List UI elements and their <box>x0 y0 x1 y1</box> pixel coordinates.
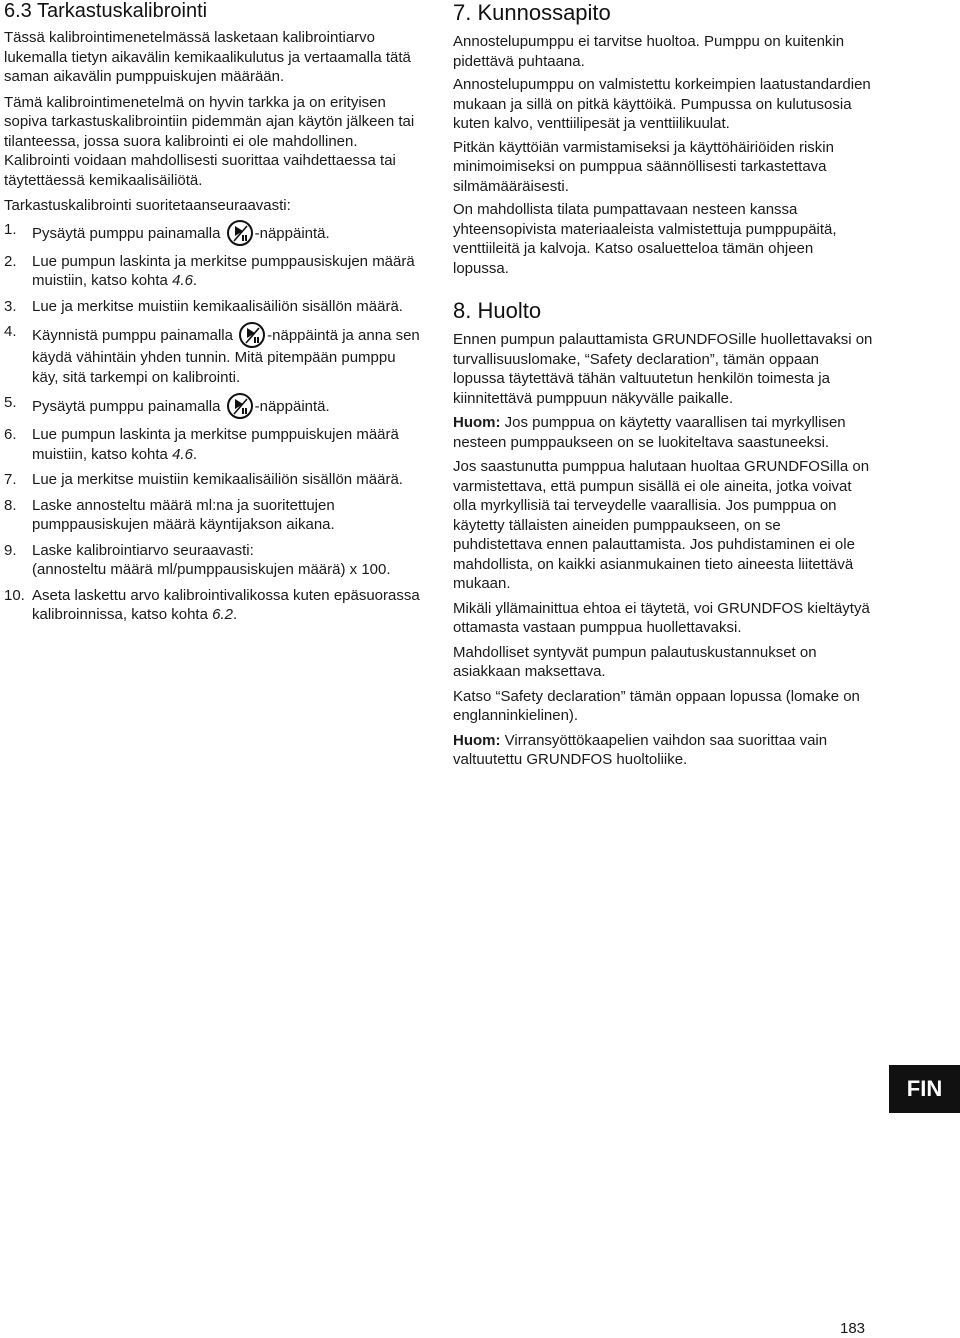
play-pause-button-icon <box>227 220 253 246</box>
list-item: 1. Pysäytä pumppu painamalla -näppäintä. <box>4 220 426 246</box>
left-column <box>4 0 426 631</box>
service-paragraph-1: Ennen pumpun palauttamista GRUNDFOSille huollettavaksi on turvallisuuslomake, “Safety declaration”, tämän oppaan lopussa täytettävä tähän valtuutetun henkilön toimesta ja kiinnitettävä pumppuun näkyvälle paikalle. <box>453 331 873 407</box>
list-item: 10. Aseta laskettu arvo kalibrointivalikossa kuten epäsuorassa kalibroinnissa, katso kohta 6.2. <box>4 586 420 623</box>
service-paragraph-3: Jos saastunutta pumppua halutaan huoltaa GRUNDFOSilla on varmistettava, että pumpun sisällä ei ole aineita, jotka voivat olla myrkyllisiä tai terveydelle vaarallisia. Jos pumppua on käytetty tällaisten aineiden pumppaukseen, on se puhdistettava ennen palauttamista. Jos puhdistaminen ei ole mahdollista, on kaikki asianmukainen tieto aineesta liitettävä mukaan. <box>453 458 870 592</box>
list-item: 3. Lue ja merkitse muistiin kemikaalisäiliön sisällön määrä. <box>4 297 403 315</box>
procedure-intro: Tarkastuskalibrointi suoritetaanseuraavasti: <box>4 197 291 214</box>
service-note-1: Huom: Jos pumppua on käytetty vaarallisen tai myrkyllisen nesteen pumppaukseen on se luokiteltava saastuneeksi. <box>453 414 846 451</box>
maintenance-paragraph-4: On mahdollista tilata pumpattavaan nesteen kanssa yhteensopivista materiaaleista valmistettuja pumppupäitä, venttiileitä ja kalvoja. Katso osaluetteloa tämän ohjeen lopussa. <box>453 201 837 277</box>
list-item: 5. Pysäytä pumppu painamalla -näppäintä. <box>4 393 426 419</box>
steps-list <box>4 220 426 625</box>
service-paragraph-6: Katso “Safety declaration” tämän oppaan lopussa (lomake on englanninkielinen). <box>453 687 860 724</box>
language-tab: FIN <box>889 1065 960 1113</box>
right-column <box>453 0 873 770</box>
list-item: 7. Lue ja merkitse muistiin kemikaalisäiliön sisällön määrä. <box>4 471 403 488</box>
maintenance-paragraph-3: Pitkän käyttöiän varmistamiseksi ja käyttöhäiriöiden riskin minimoimiseksi on pumppua säännöllisesti tarkastettava silmämääräisesti. <box>453 138 834 195</box>
method-paragraph: Tämä kalibrointimenetelmä on hyvin tarkka ja on erityisen sopiva tarkastuskalibrointiin pidemmän ajan käytön jälkeen tai tilanteessa, jossa suora kalibrointi ei ole mahdollinen. Kalibrointi voidaan mahdollisesti suorittaa vaihdettaessa tai täytettäessä kemikaalisäiliötä. <box>4 93 415 189</box>
section-heading-7: 7. Kunnossapito <box>453 0 611 25</box>
list-item: 8. Laske annosteltu määrä ml:na ja suoritettujen pumppausiskujen määrä käyntijakson aikana. <box>4 496 335 533</box>
service-paragraph-5: Mahdolliset syntyvät pumpun palautuskustannukset on asiakkaan maksettava. <box>453 643 817 680</box>
section-heading-8: 8. Huolto <box>453 298 542 323</box>
play-pause-button-icon <box>239 322 265 348</box>
list-item: 6. Lue pumpun laskinta ja merkitse pumppuiskujen määrä muistiin, katso kohta 4.6. <box>4 426 399 463</box>
service-paragraph-4: Mikäli yllämainittua ehtoa ei täytetä, voi GRUNDFOS kieltäytyä ottamasta vastaan pumppua huollettavaksi. <box>453 599 870 636</box>
list-item: 2. Lue pumpun laskinta ja merkitse pumppausiskujen määrä muistiin, katso kohta 4.6. <box>4 252 415 289</box>
page-number: 183 <box>840 1320 866 1337</box>
play-pause-button-icon <box>227 393 253 419</box>
list-item: 4. Käynnistä pumppu painamalla -näppäintä ja anna sen käydä vähintäin yhden tunnin. Mitä pitempään pumppu käy, sitä tarkempi on kalibrointi. <box>4 323 420 386</box>
list-item: 9. Laske kalibrointiarvo seuraavasti: (annosteltu määrä ml/pumppausiskujen määrä) x 100. <box>4 541 391 578</box>
maintenance-paragraph-1: Annostelupumppu ei tarvitse huoltoa. Pumppu on kuitenkin pidettävä puhtaana. <box>453 33 845 70</box>
service-note-2: Huom: Virransyöttökaapelien vaihdon saa suorittaa vain valtuutettu GRUNDFOS huoltoliike. <box>453 731 828 768</box>
intro-paragraph: Tässä kalibrointimenetelmässä lasketaan kalibrointiarvo lukemalla tietyn aikavälin kemikaalikulutus ja vertaamalla tätä saman aikavälin pumppuiskujen määrään. <box>4 29 411 85</box>
maintenance-paragraph-2: Annostelupumppu on valmistettu korkeimpien laatustandardien mukaan ja sillä on pitkä käyttöikä. Pumpussa on kulutusosia kuten kalvo, venttiilipesät ja venttiilikuulat. <box>453 76 871 132</box>
section-heading-6-3: 6.3 Tarkastuskalibrointi <box>4 0 208 22</box>
